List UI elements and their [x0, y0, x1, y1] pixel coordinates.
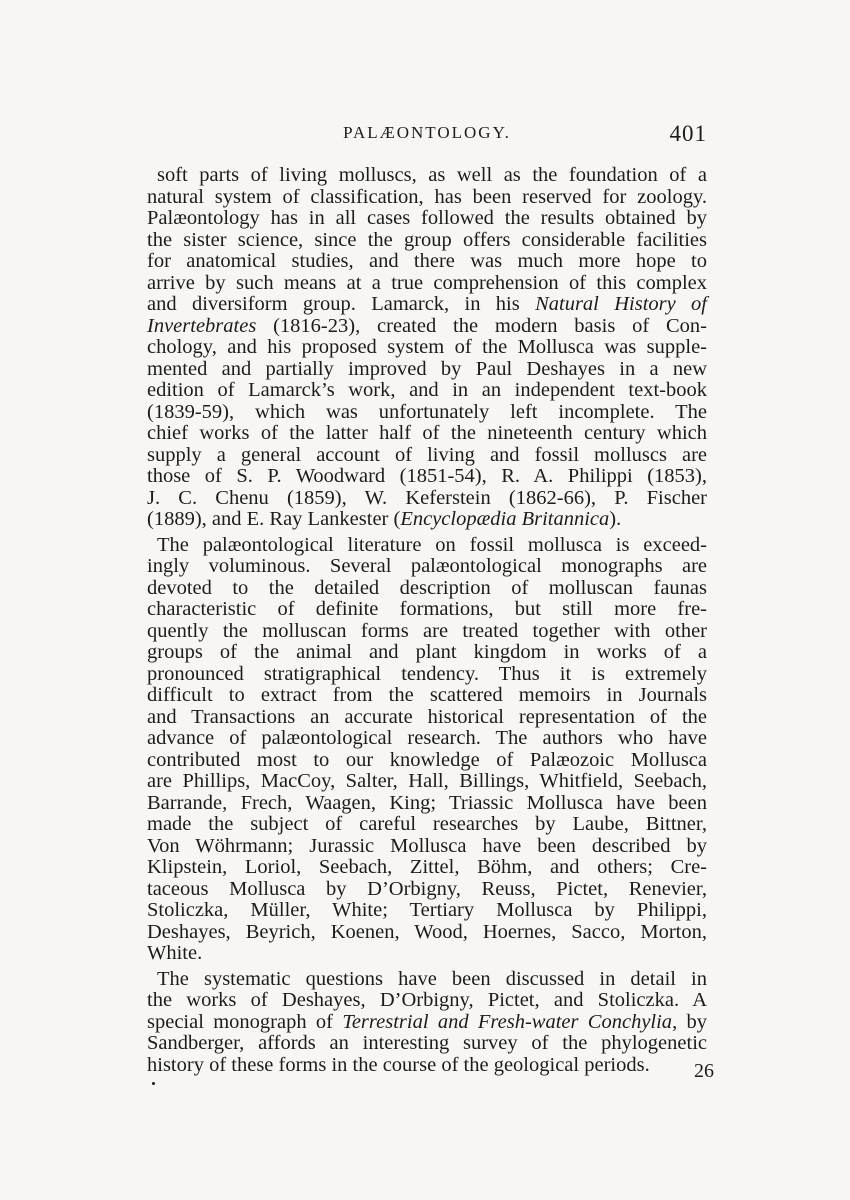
text-line — [147, 230, 707, 252]
text-line — [147, 707, 707, 729]
text-line — [147, 423, 707, 445]
text-run: ). — [609, 508, 622, 530]
text-line — [147, 208, 707, 230]
text-line — [147, 664, 707, 686]
text-line — [147, 836, 707, 858]
text-line — [147, 750, 707, 772]
text-line — [147, 294, 707, 316]
text-run: those of S. P. Woodward (1851-54), R. A. Philippi (1853), — [147, 465, 707, 487]
text-run: Stoliczka, Müller, White; Tertiary Mollusca by Philippi, — [147, 899, 707, 921]
paragraph — [147, 535, 707, 965]
text-run: made the subject of careful researches by Laube, Bittner, — [147, 813, 707, 835]
text-line — [147, 316, 707, 338]
text-run: history of these forms in the course of the geological periods. — [147, 1053, 650, 1076]
signature-mark: 26 — [694, 1060, 714, 1082]
text-run: quently the molluscan forms are treated together with other — [147, 619, 707, 642]
text-line — [147, 445, 707, 467]
text-run: (1816-23), created the modern basis of Con- — [256, 314, 707, 337]
text-line — [147, 599, 707, 621]
text-run: The systematic questions have been discussed in detail in — [157, 967, 707, 990]
paragraph — [147, 969, 707, 1077]
text-line — [147, 251, 707, 273]
text-line — [147, 793, 707, 815]
text-line — [147, 969, 707, 991]
text-run: edition of Lamarck’s work, and in an independent text-book — [147, 379, 707, 401]
ink-dot — [152, 1082, 155, 1085]
text-line — [147, 1033, 707, 1055]
text-run: White. — [147, 942, 203, 964]
text-run: Barrande, Frech, Waagen, King; Triassic Mollusca have been — [147, 791, 707, 814]
text-line — [147, 771, 707, 793]
text-line — [147, 943, 707, 965]
text-run: groups of the animal and plant kingdom in works of a — [147, 641, 707, 663]
text-run: the sister science, since the group offers considerable facilities — [147, 228, 707, 251]
text-line — [147, 857, 707, 879]
text-run: and Transactions an accurate historical representation of the — [147, 705, 707, 728]
text-run: ingly voluminous. Several palæontological monographs are — [147, 555, 707, 577]
text-line — [147, 900, 707, 922]
italic-title: Encyclopædia Britannica — [400, 508, 610, 530]
text-line — [147, 402, 707, 424]
text-line — [147, 814, 707, 836]
text-run: Klipstein, Loriol, Seebach, Zittel, Böhm, and others; Cre- — [147, 856, 707, 878]
text-run: characteristic of definite formations, but still more fre- — [147, 598, 707, 620]
text-run: Von Wöhrmann; Jurassic Mollusca have been described by — [147, 834, 707, 857]
text-run: (1889), and E. Ray Lankester ( — [147, 508, 401, 530]
text-run: mented and partially improved by Paul Deshayes in a new — [147, 357, 707, 380]
text-line — [147, 187, 707, 209]
text-line — [147, 1055, 707, 1077]
text-line — [147, 990, 707, 1012]
text-run: the works of Deshayes, D’Orbigny, Pictet, and Stoliczka. A — [147, 989, 707, 1011]
running-title: PALÆONTOLOGY. — [343, 123, 511, 142]
text-line — [147, 165, 707, 187]
text-run: chology, and his proposed system of the Mollusca was supple- — [147, 336, 707, 358]
text-run: devoted to the detailed description of molluscan faunas — [147, 576, 707, 599]
text-run: J. C. Chenu (1859), W. Keferstein (1862-66), P. Fischer — [147, 486, 707, 509]
text-run: difficult to extract from the scattered memoirs in Journals — [147, 684, 707, 706]
text-line — [147, 621, 707, 643]
text-run: advance of palæontological research. The authors who have — [147, 727, 707, 749]
text-run: taceous Mollusca by D’Orbigny, Reuss, Pictet, Renevier, — [147, 877, 707, 900]
text-line — [147, 879, 707, 901]
text-run: chief works of the latter half of the nineteenth century which — [147, 422, 707, 444]
text-run: arrive by such means at a true comprehension of this complex — [147, 271, 707, 294]
text-line — [147, 1012, 707, 1034]
page-number: 401 — [669, 121, 707, 146]
text-line — [147, 273, 707, 295]
text-line — [147, 685, 707, 707]
text-line — [147, 642, 707, 664]
text-run: and diversiform group. Lamarck, in his — [147, 293, 536, 315]
text-line — [147, 578, 707, 600]
italic-title: Natural History of — [535, 293, 707, 315]
text-run: soft parts of living molluscs, as well as the foundation of a — [157, 164, 707, 186]
text-run: Deshayes, Beyrich, Koenen, Wood, Hoernes, Sacco, Morton, — [147, 920, 707, 943]
text-run: are Phillips, MacCoy, Salter, Hall, Billings, Whitfield, Seebach, — [147, 770, 707, 792]
text-line — [147, 509, 707, 531]
text-run: (1839-59), which was unfortunately left incomplete. The — [147, 400, 707, 423]
text-line — [147, 337, 707, 359]
text-line — [147, 359, 707, 381]
text-line — [147, 380, 707, 402]
text-line — [147, 728, 707, 750]
text-run: natural system of classification, has been reserved for zoology. — [147, 185, 707, 208]
text-line — [147, 535, 707, 557]
text-line — [147, 488, 707, 510]
text-run: supply a general account of living and fossil molluscs are — [147, 443, 707, 466]
text-line — [147, 556, 707, 578]
text-run: , by — [672, 1010, 707, 1033]
text-line — [147, 466, 707, 488]
text-run: Sandberger, affords an interesting survey of the phylogenetic — [147, 1032, 707, 1054]
text-run: The palæontological literature on fossil mollusca is exceed- — [157, 533, 707, 556]
text-run: Palæontology has in all cases followed the results obtained by — [147, 207, 707, 229]
running-head — [147, 117, 707, 149]
italic-title: Invertebrates — [147, 314, 257, 337]
text-run: contributed most to our knowledge of Palæozoic Mollusca — [147, 748, 707, 771]
text-run: special monograph of — [147, 1010, 343, 1033]
italic-title: Terrestrial and Fresh-water Conchylia — [342, 1010, 673, 1033]
body-text — [147, 165, 707, 1076]
text-run: for anatomical studies, and there was much more hope to — [147, 250, 707, 272]
paragraph — [147, 165, 707, 531]
text-line — [147, 922, 707, 944]
text-run: pronounced stratigraphical tendency. Thus it is extremely — [147, 662, 707, 685]
